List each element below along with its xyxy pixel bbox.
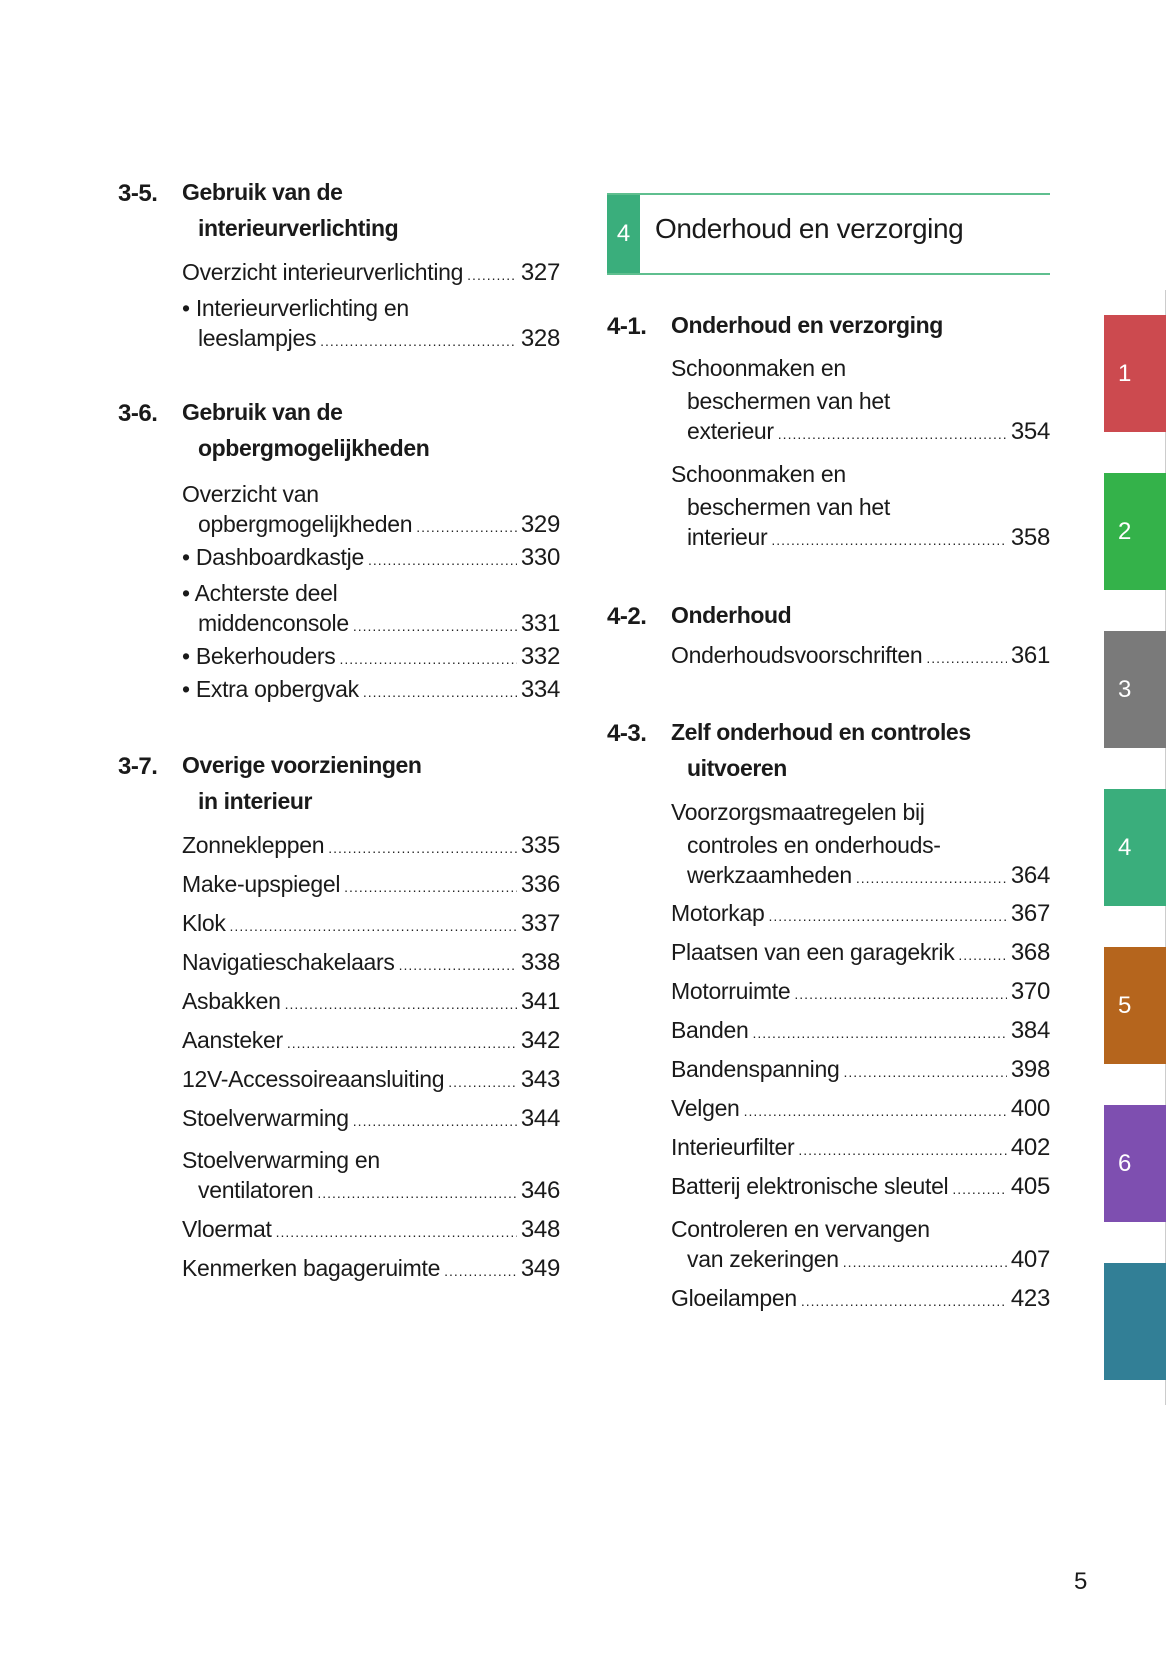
toc-entry[interactable]: • Dashboardkastje ..... 330 (182, 544, 560, 577)
page-ref: 400 (1010, 1095, 1050, 1122)
toc-entry[interactable]: Stoelverwarming ..... 344 (182, 1105, 560, 1138)
section-title: Overige voorzieningen in interieur (182, 752, 422, 814)
toc-entry[interactable]: Zonnekleppen ..... 335 (182, 832, 560, 865)
page-ref: 398 (1010, 1056, 1050, 1083)
page-ref: 337 (520, 910, 560, 937)
page-ref: 336 (520, 871, 560, 898)
toc-entry[interactable]: Plaatsen van een garagekrik ..... 368 (671, 939, 1050, 972)
page-ref: 423 (1010, 1285, 1050, 1312)
page-ref: 402 (1010, 1134, 1050, 1161)
section-title: Onderhoud en verzorging (671, 312, 943, 338)
toc-entry[interactable]: Kenmerken bagageruimte ..... 349 (182, 1255, 560, 1288)
page-ref: 384 (1010, 1017, 1050, 1044)
page-number: 5 (1074, 1568, 1088, 1595)
chapter-tab-2[interactable]: 2 (1104, 473, 1166, 590)
toc-entry[interactable]: Make-upspiegel ..... 336 (182, 871, 560, 904)
toc-entry[interactable]: Gloeilampen ..... 423 (671, 1285, 1050, 1318)
toc-entry[interactable]: Motorkap ..... 367 (671, 900, 1050, 933)
toc-entry[interactable]: • Extra opbergvak ..... 334 (182, 676, 560, 709)
section-number: 3-7. (118, 753, 158, 780)
toc-entry[interactable]: Velgen ..... 400 (671, 1095, 1050, 1128)
toc-entry[interactable]: Bandenspanning ..... 398 (671, 1056, 1050, 1089)
page-ref: 358 (1010, 524, 1050, 551)
chapter-tab-4[interactable]: 4 (1104, 789, 1166, 906)
toc-entry[interactable]: Schoonmaken en beschermen van het interieur ..... 358 (671, 458, 1050, 557)
toc-entry[interactable]: • Interieurverlichting en leeslampjes ..... 328 (182, 292, 560, 358)
toc-entry[interactable]: Schoonmaken en beschermen van het exterieur ..... 354 (671, 352, 1050, 451)
toc-entry[interactable]: Motorruimte ..... 370 (671, 978, 1050, 1011)
toc-entry[interactable]: Interieurfilter ..... 402 (671, 1134, 1050, 1167)
toc-entry[interactable]: Klok ..... 337 (182, 910, 560, 943)
chapter-title: Onderhoud en verzorging (655, 213, 964, 244)
section-title: Gebruik van de interieurverlichting (182, 179, 399, 241)
page-ref: 341 (520, 988, 560, 1015)
page-ref: 349 (520, 1255, 560, 1282)
page-ref: 344 (520, 1105, 560, 1132)
toc-entry[interactable]: • Achterste deel middenconsole ..... 331 (182, 577, 560, 643)
page-ref: 338 (520, 949, 560, 976)
page-ref: 364 (1010, 862, 1050, 889)
toc-entry[interactable]: Batterij elektronische sleutel ..... 405 (671, 1173, 1050, 1206)
page-ref: 348 (520, 1216, 560, 1243)
toc-entry[interactable]: Overzicht interieurverlichting ..... 327 (182, 259, 560, 292)
toc-entry[interactable]: Stoelverwarming en ventilatoren ..... 346 (182, 1144, 560, 1210)
toc-entry[interactable]: Onderhoudsvoorschriften ..... 361 (671, 642, 1050, 675)
chapter-header (607, 193, 1050, 275)
page-ref: 332 (520, 643, 560, 670)
page-ref: 346 (520, 1177, 560, 1204)
toc-entry[interactable]: Vloermat ..... 348 (182, 1216, 560, 1249)
toc-entry[interactable]: Overzicht van opbergmogelijkheden ..... 329 (182, 478, 560, 544)
chapter-tab-1[interactable]: 1 (1104, 315, 1166, 432)
section-number: 4-3. (607, 720, 647, 747)
section-number: 3-6. (118, 400, 158, 427)
toc-entry[interactable]: • Bekerhouders ..... 332 (182, 643, 560, 676)
page-ref: 342 (520, 1027, 560, 1054)
page-ref: 331 (520, 610, 560, 637)
section-title: Zelf onderhoud en controles uitvoeren (671, 719, 971, 781)
page-ref: 335 (520, 832, 560, 859)
toc-entry[interactable]: Controleren en vervangen van zekeringen ..... 407 (671, 1213, 1050, 1279)
chapter-tab-3[interactable]: 3 (1104, 631, 1166, 748)
toc-entry[interactable]: Aansteker ..... 342 (182, 1027, 560, 1060)
chapter-tab-6[interactable]: 6 (1104, 1105, 1166, 1222)
page-ref: 330 (520, 544, 560, 571)
page-ref: 368 (1010, 939, 1050, 966)
section-title: Gebruik van de opbergmogelijkheden (182, 399, 430, 461)
toc-entry[interactable]: Voorzorgsmaatregelen bij controles en onderhouds- werkzaamheden ..... 364 (671, 796, 1050, 895)
toc-entry[interactable]: Banden ..... 384 (671, 1017, 1050, 1050)
page-ref: 370 (1010, 978, 1050, 1005)
chapter-tab-5[interactable]: 5 (1104, 947, 1166, 1064)
section-title: Onderhoud (671, 602, 792, 628)
page-ref: 329 (520, 511, 560, 538)
page-ref: 361 (1010, 642, 1050, 669)
page-ref: 354 (1010, 418, 1050, 445)
toc-entry[interactable]: Asbakken ..... 341 (182, 988, 560, 1021)
toc-entry[interactable]: 12V-Accessoireaansluiting ..... 343 (182, 1066, 560, 1099)
page-ref: 407 (1010, 1246, 1050, 1273)
page-ref: 367 (1010, 900, 1050, 927)
section-number: 4-2. (607, 603, 647, 630)
page-ref: 328 (520, 325, 560, 352)
toc-entry[interactable]: Navigatieschakelaars ..... 338 (182, 949, 560, 982)
page-ref: 405 (1010, 1173, 1050, 1200)
page-ref: 343 (520, 1066, 560, 1093)
page-ref: 334 (520, 676, 560, 703)
chapter-number: 4 (607, 195, 640, 273)
chapter-tab-index[interactable] (1104, 1263, 1166, 1380)
section-number: 3-5. (118, 180, 158, 207)
section-number: 4-1. (607, 313, 647, 340)
page-ref: 327 (520, 259, 560, 286)
